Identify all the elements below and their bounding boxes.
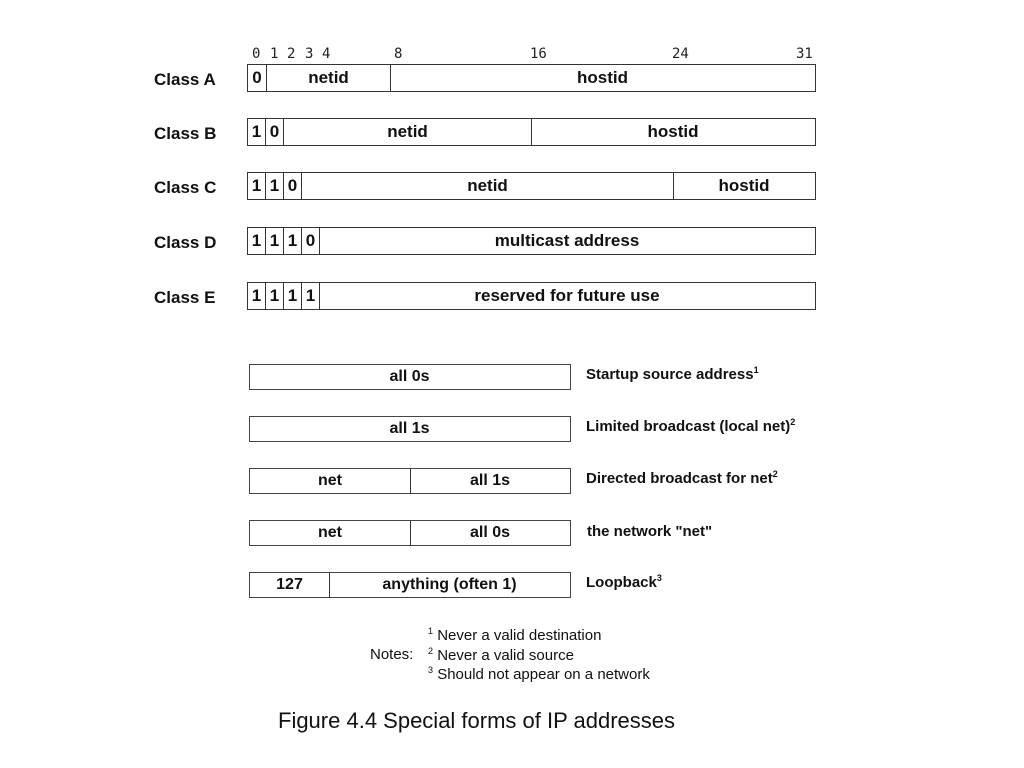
class-c-bit-2: 0 bbox=[284, 173, 302, 199]
class-d-bit-3: 0 bbox=[302, 228, 320, 254]
note-1: $^1$ Never a valid destination bbox=[428, 626, 602, 644]
class-d-bit-1: 1 bbox=[266, 228, 284, 254]
special-all-1s-box bbox=[249, 416, 571, 442]
class-e-bit-3: 1 bbox=[302, 283, 320, 309]
bit-number-0: 0 bbox=[252, 46, 261, 62]
class-b-label: Class B bbox=[154, 124, 217, 143]
class-e-row bbox=[247, 282, 816, 310]
figure-caption: Figure 4.4 Special forms of IP addresses bbox=[278, 708, 676, 733]
special-limited-broadcast-desc: Limited broadcast (local net)$^2$ bbox=[586, 417, 796, 435]
special-directed-all-1s: all 1s bbox=[469, 472, 511, 489]
class-a-bit-0: 0 bbox=[248, 65, 267, 91]
class-a-netid: netid bbox=[267, 65, 391, 91]
class-d-bit-2: 1 bbox=[284, 228, 302, 254]
bit-number-1: 1 bbox=[270, 46, 279, 62]
special-network-desc: the network "net" bbox=[587, 523, 713, 540]
bit-number-4: 4 bbox=[322, 46, 331, 62]
note-2: $^2$ Never a valid source bbox=[428, 646, 574, 664]
class-b-hostid: hostid bbox=[647, 122, 699, 141]
class-d-bit-0: 1 bbox=[248, 228, 266, 254]
class-b-netid: netid bbox=[284, 119, 532, 145]
class-a-row bbox=[247, 64, 816, 92]
bit-number-16: 16 bbox=[530, 46, 547, 62]
class-d-multicast: multicast address bbox=[494, 231, 640, 250]
class-e-label: Class E bbox=[154, 288, 216, 307]
class-b-bit-0: 1 bbox=[248, 119, 266, 145]
note-3: $^3$ Should not appear on a network bbox=[428, 665, 650, 683]
special-loopback-anything: anything (often 1) bbox=[382, 576, 517, 593]
class-c-label: Class C bbox=[154, 178, 217, 197]
special-all-0s: all 0s bbox=[389, 368, 430, 385]
special-directed-broadcast-desc: Directed broadcast for net$^2$ bbox=[586, 469, 778, 487]
class-d-label: Class D bbox=[154, 233, 217, 252]
special-network-box bbox=[249, 520, 571, 546]
class-a-label: Class A bbox=[154, 70, 216, 89]
notes-label: Notes: bbox=[370, 646, 414, 663]
special-all-1s: all 1s bbox=[389, 420, 430, 437]
special-directed-broadcast-box bbox=[249, 468, 571, 494]
class-d-row bbox=[247, 227, 816, 255]
special-startup-desc: Startup source address$^1$ bbox=[586, 365, 759, 383]
special-all-0s-box bbox=[249, 364, 571, 390]
bit-number-8: 8 bbox=[394, 46, 403, 62]
class-a-hostid: hostid bbox=[577, 68, 628, 87]
class-b-row bbox=[247, 118, 816, 146]
bit-number-3: 3 bbox=[305, 46, 314, 62]
special-network-net: net bbox=[250, 521, 411, 545]
class-c-row bbox=[247, 172, 816, 200]
special-loopback-box bbox=[249, 572, 571, 598]
class-c-bit-1: 1 bbox=[266, 173, 284, 199]
class-e-bit-0: 1 bbox=[248, 283, 266, 309]
bit-number-31: 31 bbox=[796, 46, 813, 62]
special-loopback-127: 127 bbox=[250, 573, 330, 597]
class-c-bit-0: 1 bbox=[248, 173, 266, 199]
class-c-netid: netid bbox=[302, 173, 674, 199]
class-b-bit-1: 0 bbox=[266, 119, 284, 145]
special-directed-net: net bbox=[250, 469, 411, 493]
bit-number-24: 24 bbox=[672, 46, 689, 62]
special-loopback-desc: Loopback$^3$ bbox=[586, 573, 662, 591]
class-c-hostid: hostid bbox=[718, 176, 770, 195]
bit-number-2: 2 bbox=[287, 46, 296, 62]
class-e-bit-1: 1 bbox=[266, 283, 284, 309]
class-e-reserved: reserved for future use bbox=[474, 286, 660, 305]
special-network-all-0s: all 0s bbox=[469, 524, 511, 541]
class-e-bit-2: 1 bbox=[284, 283, 302, 309]
